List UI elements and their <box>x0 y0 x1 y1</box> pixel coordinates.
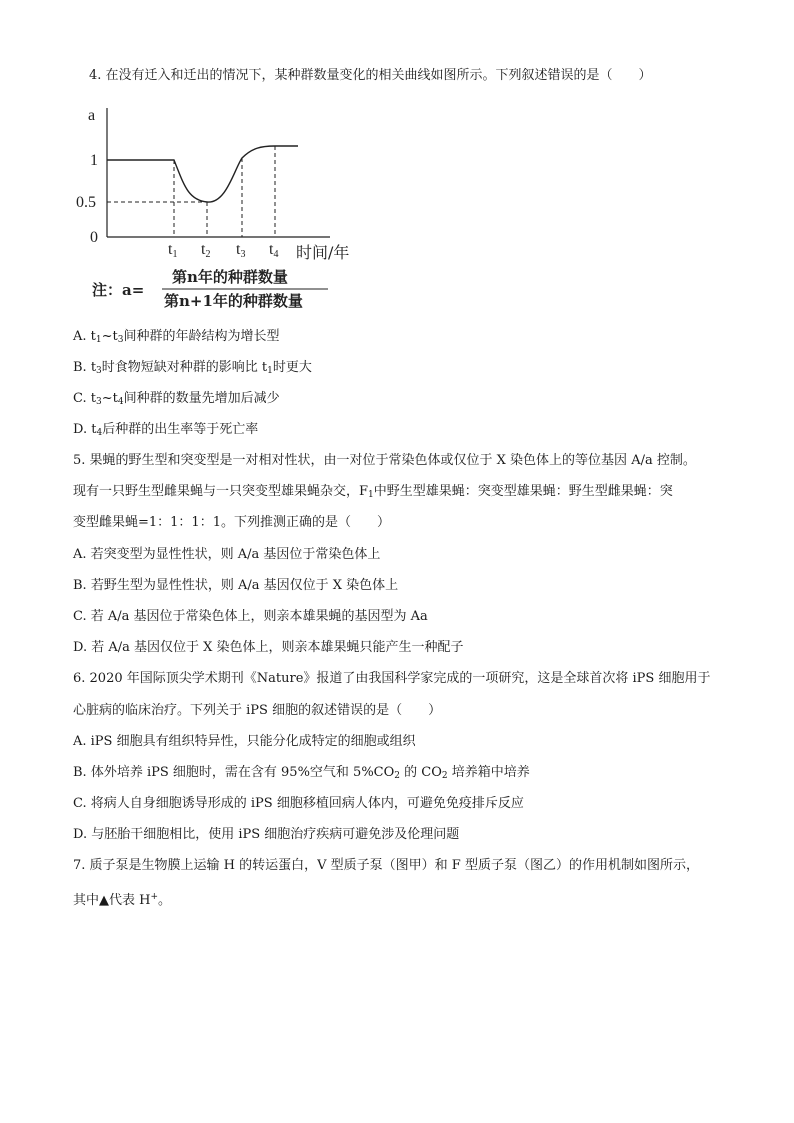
x-tick-t2: t2 <box>201 241 211 260</box>
q6-option-a: A. iPS 细胞具有组织特异性，只能分化成特定的细胞或组织 <box>73 734 416 749</box>
x-tick-t4: t4 <box>269 241 279 260</box>
q5-stem-line-3: 变型雌果蝇=1：1：1：1。下列推测正确的是（ ） <box>73 515 390 530</box>
q6-option-d: D. 与胚胎干细胞相比，使用 iPS 细胞治疗疾病可避免涉及伦理问题 <box>73 827 460 842</box>
q5-option-b: B. 若野生型为显性性状，则 A/a 基因仅位于 X 染色体上 <box>73 578 399 593</box>
y-tick-0-5: 0.5 <box>76 194 96 211</box>
x-tick-t1: t1 <box>168 241 178 260</box>
y-tick-0: 0 <box>90 229 98 246</box>
q5-stem-line-2: 现有一只野生型雌果蝇与一只突变型雄果蝇杂交，$F_1$中野生型雄果蝇：突变型雄果蝇：野生型雌果蝇：突 <box>73 484 673 500</box>
q5-option-a: A. 若突变型为显性性状，则 A/a 基因位于常染色体上 <box>73 547 381 562</box>
q4-option-b: B. $t_3$时食物短缺对种群的影响比 $t_1$时更大 <box>73 360 312 376</box>
a-value-curve <box>107 146 298 202</box>
q6-option-c: C. 将病人自身细胞诱导形成的 iPS 细胞移植回病人体内，可避免免疫排斥反应 <box>73 796 524 811</box>
note-prefix: 注：a= <box>92 281 145 299</box>
q4-option-d: D. $t_4$后种群的出生率等于死亡率 <box>73 422 259 438</box>
q7-stem-line-2: 其中▲代表 H+。 <box>73 892 172 908</box>
question-4-stem: 4. 在没有迁入和迁出的情况下，某种群数量变化的相关曲线如图所示。下列叙述错误的是（ ） <box>89 68 652 83</box>
q4-option-c: C. $t_3\sim t_4$间种群的数量先增加后减少 <box>73 391 280 407</box>
q5-option-c: C. 若 A/a 基因位于常染色体上，则亲本雄果蝇的基因型为 Aa <box>73 609 428 624</box>
q4-option-a: A. $t_1\sim t_3$间种群的年龄结构为增长型 <box>73 329 280 345</box>
y-axis-label: a <box>88 107 96 124</box>
q5-stem-line-1: 5. 果蝇的野生型和突变型是一对相对性状，由一对位于常染色体或仅位于 X 染色体上的等位基因 A/a 控制。 <box>73 453 696 468</box>
q6-option-b: B. 体外培养 iPS 细胞时，需在含有 95%空气和 $5\%CO_2$ 的 $CO_2$ 培养箱中培养 <box>73 765 530 781</box>
population-ratio-figure <box>66 100 376 315</box>
x-axis-label: 时间/年 <box>296 243 350 262</box>
q5-option-d: D. 若 A/a 基因仅位于 X 染色体上，则亲本雄果蝇只能产生一种配子 <box>73 640 464 655</box>
q6-stem-line-2: 心脏病的临床治疗。下列关于 iPS 细胞的叙述错误的是（ ） <box>73 703 442 718</box>
y-tick-1: 1 <box>90 152 98 169</box>
note-numerator: 第n年的种群数量 <box>172 268 288 286</box>
q7-stem-line-1: 7. 质子泵是生物膜上运输 H 的转运蛋白，V 型质子泵（图甲）和 F 型质子泵（图乙）的作用机制如图所示， <box>73 858 699 873</box>
note-denominator: 第n+1年的种群数量 <box>164 292 303 310</box>
x-tick-t3: t3 <box>236 241 246 260</box>
q6-stem-line-1: 6. 2020 年国际顶尖学术期刊《Nature》报道了由我国科学家完成的一项研究，这是全球首次将 iPS 细胞用于 <box>73 671 711 686</box>
